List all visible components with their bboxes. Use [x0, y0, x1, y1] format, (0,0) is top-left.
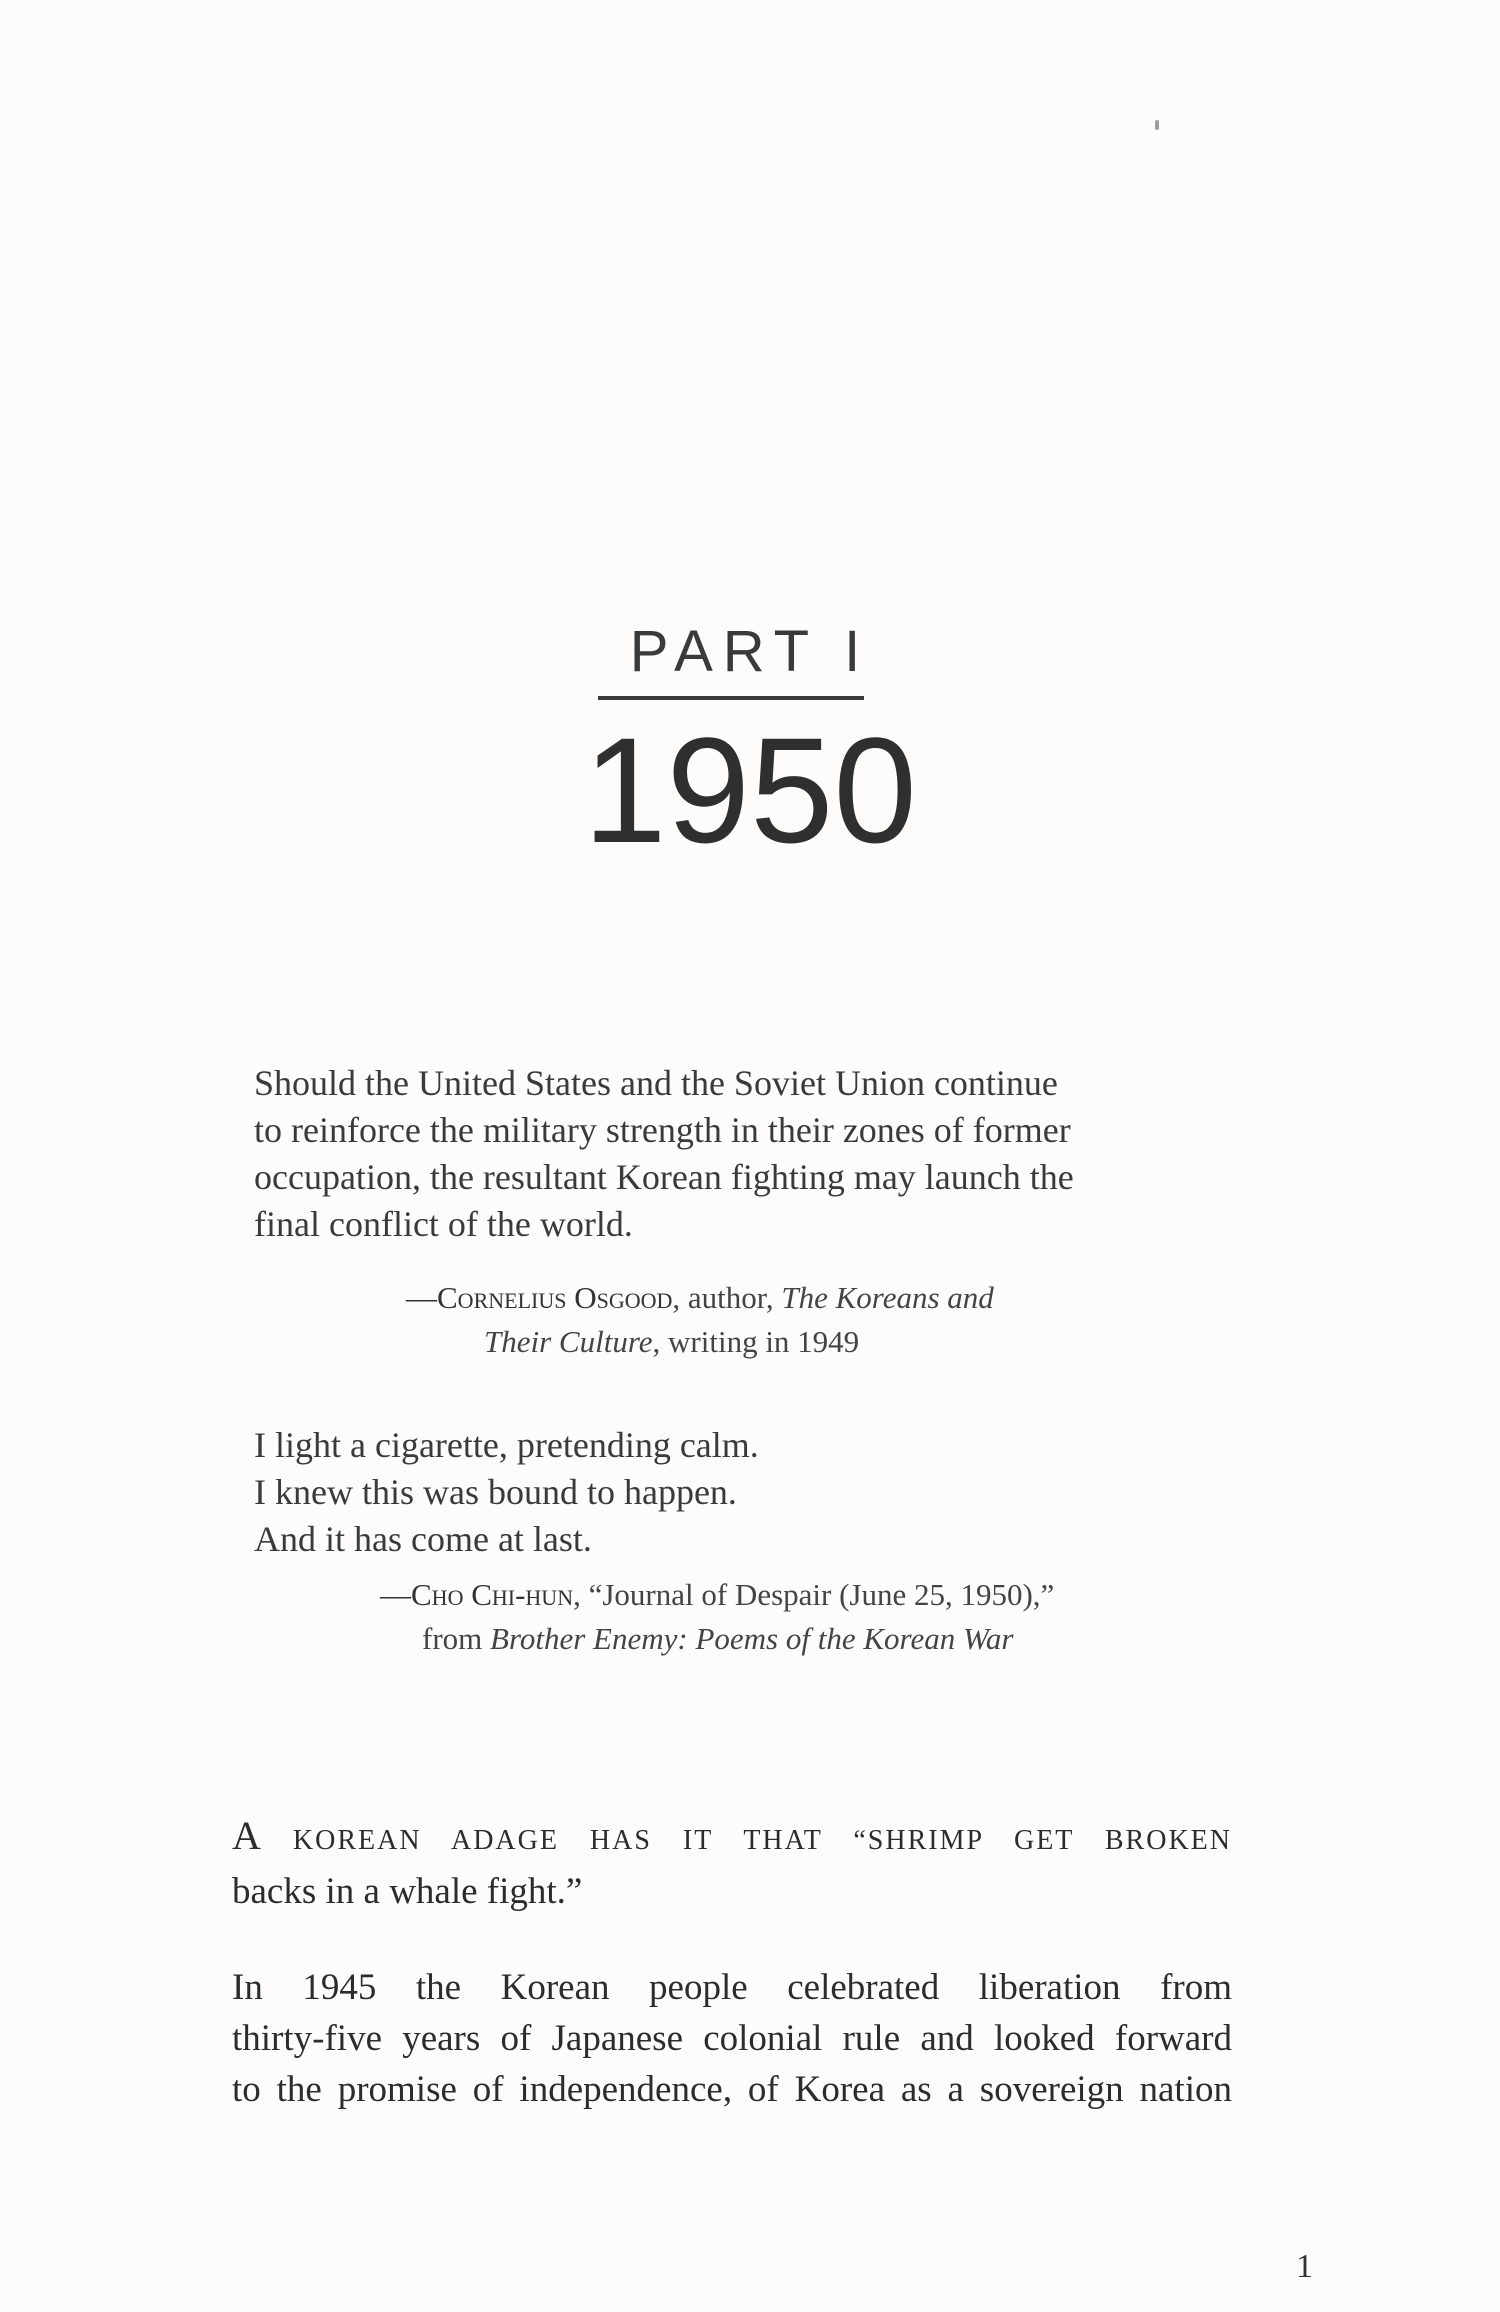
attribution-role: , author,	[672, 1280, 782, 1315]
attribution-work-cont: Their Culture	[484, 1324, 653, 1359]
epigraph-line: to reinforce the military strength in their zones of former	[254, 1110, 1071, 1150]
body-paragraph-2	[232, 1962, 1232, 2115]
attribution-title: , “Journal of Despair (June 25, 1950),”	[573, 1577, 1055, 1612]
page-number: 1	[1296, 2248, 1313, 2285]
part-divider	[598, 696, 864, 700]
part-label: PART I	[629, 619, 871, 684]
paragraph-line: to the promise of independence, of Korea as a sovereign nation	[232, 2069, 1232, 2110]
paragraph-line: thirty-five years of Japanese colonial rule and looked forward	[232, 2018, 1232, 2059]
paragraph-opening-line	[232, 1810, 1232, 1866]
epigraph-attribution	[254, 1573, 1254, 1661]
body-paragraph-1	[232, 1810, 1232, 1917]
paragraph-line: backs in a whale fight.”	[232, 1871, 583, 1912]
epigraph-line: final conflict of the world.	[254, 1204, 633, 1244]
attribution-from: from	[422, 1621, 491, 1656]
attribution-work: The Koreans and	[781, 1280, 994, 1315]
opening-smallcaps: KOREAN ADAGE HAS IT THAT “SHRIMP GET BROKEN	[261, 1825, 1232, 1856]
opening-initial: A	[232, 1813, 262, 1858]
poem-line: And it has come at last.	[254, 1519, 592, 1559]
part-year: 1950	[583, 706, 917, 874]
attribution-tail: , writing in 1949	[652, 1324, 860, 1359]
epigraph-line: Should the United States and the Soviet Union continue	[254, 1063, 1058, 1103]
epigraph-cho	[254, 1422, 1254, 1661]
attribution-name: —Cornelius Osgood	[406, 1280, 673, 1315]
epigraph-osgood	[254, 1060, 1254, 1364]
poem-line: I knew this was bound to happen.	[254, 1472, 737, 1512]
attribution-name: —Cho Chi-hun	[380, 1577, 574, 1612]
paragraph-line: In 1945 the Korean people celebrated liberation from	[232, 1967, 1232, 2008]
scan-speck	[1155, 120, 1159, 130]
epigraph-line: occupation, the resultant Korean fighting may launch the	[254, 1157, 1074, 1197]
poem-line: I light a cigarette, pretending calm.	[254, 1425, 759, 1465]
epigraph-attribution	[254, 1276, 1254, 1364]
attribution-work: Brother Enemy: Poems of the Korean War	[490, 1621, 1014, 1656]
